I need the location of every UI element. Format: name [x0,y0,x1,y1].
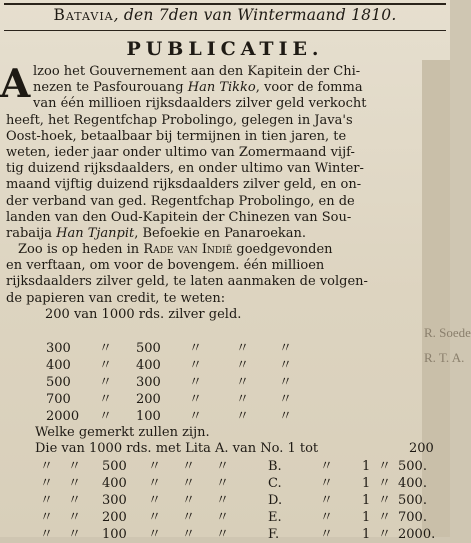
dateline [0,6,450,24]
dateline-place: Batavia [53,6,114,24]
newspaper-page: R. Soede R. T. A. Batavia, den 7den van Wintermaand 1810. PUBLICATIE. A lzoo het Gouvernement aan den Kapitein der Chi- nezen te Pasfourouang Han Tikko, voor de fomma van één millioen rijksdaalders zilver geld verkocht heeft, het Regentfchap Probolingo, gelegen in Java's Oost-hoek, betaalbaar bij termijnen in tien jaren, te weten, ieder jaar onder ultimo van Zomermaand vijf- tig duizend rijksdaalders, en onder ultimo van Winter- maand vijftig duizend rijksdaalders zilver geld, en on- der verband van ged. Regentfchap Probolingo, en de landen van den Oud-Kapitein der Chinezen van Sou- rabaija Han Tjanpit, Befoekie en Panaroekan. Zoo is op heden in Rade van Indië goedgevonden en verftaan, om voor de bovengem. één millioen rijksdaalders zilver geld, te laten aanmaken de volgen- de papieren van credit, te weten: 200 van 1000 rds. zilver geld. 300 〃 500 〃 〃 〃 400 〃 400 〃 〃 〃 500 〃 300 〃 〃 〃 700 〃 200 〃 〃 〃 2000 〃 100 〃 〃 〃 Welke gemerkt zullen zijn. Die van 1000 rds. met Lita A. van No. 1 tot 200 〃 〃 500 〃 〃 〃 B. 〃 1 〃 500. 〃 〃 400 〃 〃 〃 C. 〃 1 〃 400. 〃 〃 300 〃 〃 〃 D. 〃 1 〃 500. 〃 〃 200 〃 〃 〃 E. 〃 1 〃 700. 〃 〃 100 〃 〃 〃 F. 〃 1 〃 2000. [0,0,450,537]
text-line: heeft, het Regentfchap Probolingo, gelegen in Java's [6,112,353,128]
drop-cap: A [0,61,31,107]
text-line: nezen te Pasfourouang Han Tikko, voor de fomma [33,80,363,96]
table-row: 〃 〃 500 〃 〃 〃 B. 〃 1 〃 500. [40,459,427,474]
lita-header: Die van 1000 rds. met Lita A. van No. 1 tot 200 [35,441,434,456]
name-han-tikko: Han Tikko [187,80,256,96]
text-line: Zoo is op heden in Rade van Indië goedgevonden [18,242,333,258]
separator-rule [4,30,446,31]
table-row: 〃 〃 300 〃 〃 〃 D. 〃 1 〃 500. [40,493,427,508]
text-line: lzoo het Gouvernement aan den Kapitein der Chi- [33,64,361,79]
lita-table [40,458,440,543]
text-line: tig duizend rijksdaalders, en onder ultimo van Winter- [6,161,364,177]
top-rule [4,3,446,5]
table-row: 〃 〃 400 〃 〃 〃 C. 〃 1 〃 400. [40,476,427,491]
paragraph-1 [6,64,431,323]
paragraph-3: Welke gemerkt zullen zijn. [35,425,210,440]
text-line: en verftaan, om voor de bovengem. één millioen [6,258,325,274]
text-line: rabaija Han Tjanpit, Befoekie en Panaroekan. [6,225,307,241]
text-line: Oost-hoek, betaalbaar bij termijnen in tien jaren, te [6,128,347,144]
table-row: 〃 〃 200 〃 〃 〃 E. 〃 1 〃 700. [40,510,427,525]
name-han-tjanpit: Han Tjanpit [56,225,135,241]
dateline-date: , den 7den van Wintermaand 1810. [113,6,397,24]
margin-fragment: R. Soede [424,325,471,340]
text-line: der verband van ged. Regentfchap Probolingo, en de [6,193,355,209]
text-line: van één millioen rijksdaalders zilver geld verkocht [33,96,367,112]
first-value-line: 200 van 1000 rds. zilver geld. [45,306,242,322]
text-line: de papieren van credit, te weten: [6,290,226,306]
margin-fragment: R. T. A. [424,350,465,365]
text-line: landen van den Oud-Kapitein der Chinezen van Sou- [6,209,352,225]
page-title: PUBLICATIE. [126,38,324,60]
text-line: rijksdaalders zilver geld, te laten aanmaken de volgen- [6,274,368,290]
text-line: weten, ieder jaar onder ultimo van Zomermaand vijf- [6,144,355,160]
rade-van-indie: Rade van Indië [143,242,233,258]
text-line: maand vijftig duizend rijksdaalders zilver geld, en on- [6,177,362,193]
table-row: 〃 〃 100 〃 〃 〃 F. 〃 1 〃 2000. [40,527,436,542]
